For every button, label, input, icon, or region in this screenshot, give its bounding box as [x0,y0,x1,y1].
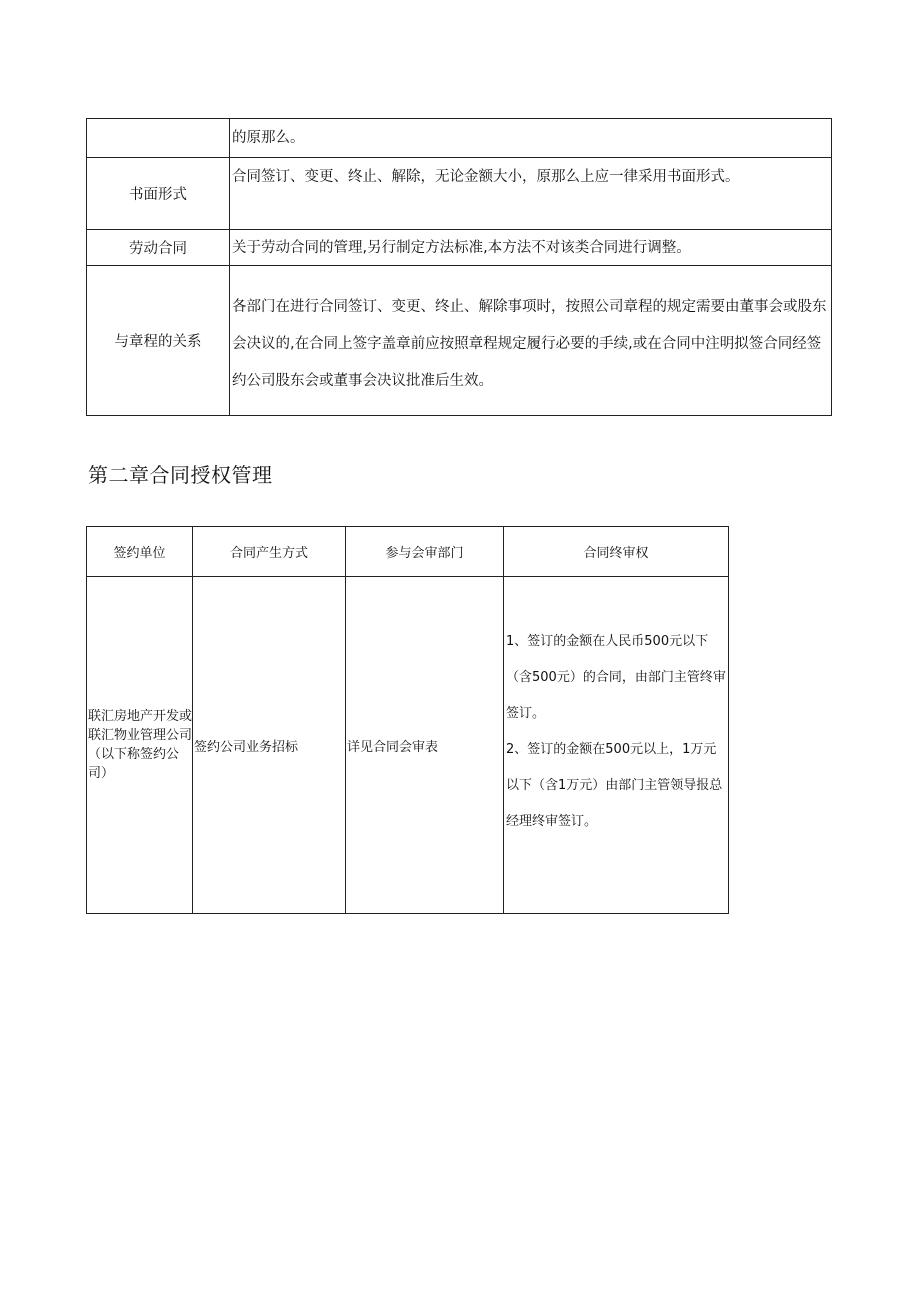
authority-rule-1: 1、签订的金额在人民币500元以下（含500元）的合同，由部门主管终审签订。 [506,634,726,721]
policy-table [86,118,832,416]
chapter-heading: 第二章合同授权管理 [88,463,273,487]
row-label: 与章程的关系 [87,266,230,416]
row-content: 合同签订、变更、终止、解除，无论金额大小，原那么上应一律采用书面形式。 [230,158,832,230]
final-authority-cell [504,577,729,914]
row-label: 书面形式 [87,158,230,230]
signing-unit-cell: 联汇房地产开发或联汇物业管理公司（以下称签约公司） [87,577,193,914]
table-row [87,230,832,266]
header-review-dept: 参与会审部门 [346,527,504,577]
row-content: 关于劳动合同的管理,另行制定方法标准,本方法不对该类合同进行调整。 [230,230,832,266]
header-final-authority: 合同终审权 [504,527,729,577]
row-content: 各部门在进行合同签订、变更、终止、解除事项时，按照公司章程的规定需要由董事会或股东会决议的,在合同上签字盖章前应按照章程规定履行必要的手续,或在合同中注明拟签合同经签约公司股东会或董事会决议批准后生效。 [230,266,832,416]
header-contract-method: 合同产生方式 [193,527,346,577]
review-dept-cell: 详见合同会审表 [346,577,504,914]
row-label: 劳动合同 [87,230,230,266]
row-content: 的原那么。 [230,119,832,158]
contract-method-cell: 签约公司业务招标 [193,577,346,914]
table-header-row [87,527,729,577]
table-row [87,119,832,158]
table-row [87,158,832,230]
header-signing-unit: 签约单位 [87,527,193,577]
table-row [87,577,729,914]
row-label [87,119,230,158]
authorization-table [86,526,729,914]
table-row [87,266,832,416]
authority-rule-2: 2、签订的金额在500元以上，1万元以下（含1万元）由部门主管领导报总经理终审签订。 [506,742,723,829]
